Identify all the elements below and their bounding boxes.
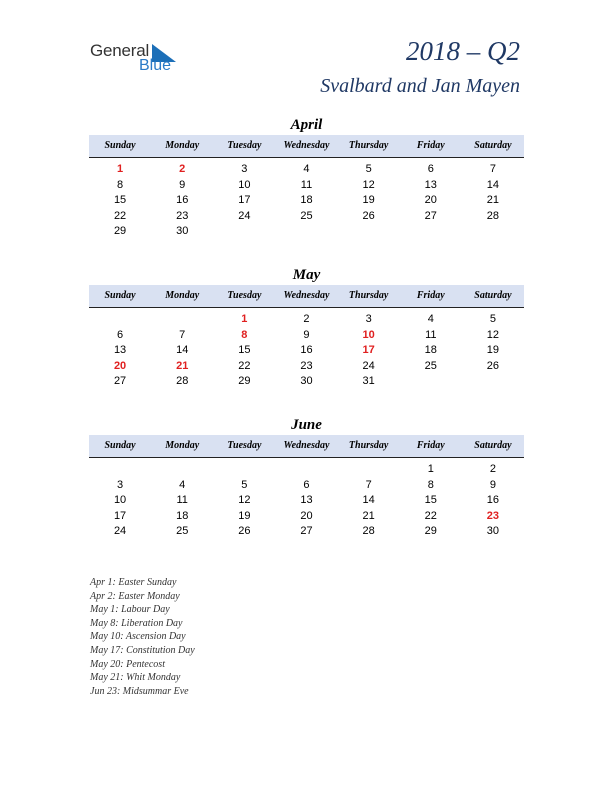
day-cell: 6 (303, 478, 310, 491)
day-cell (462, 224, 524, 240)
weekday-label: Thursday (348, 290, 389, 301)
day-cell: 12 (238, 494, 251, 506)
day-cell: 11 (425, 328, 437, 341)
day-cell: 13 (424, 178, 437, 191)
weekday-label: Thursday (348, 440, 389, 451)
day-cell: 5 (241, 478, 248, 491)
weekday-label: Saturday (474, 290, 512, 301)
weekday-label: Saturday (474, 140, 512, 151)
day-cell (275, 462, 337, 478)
day-cell: 5 (365, 163, 372, 175)
day-cell: 15 (238, 344, 251, 356)
week-row (89, 493, 524, 509)
day-cell: 15 (113, 194, 127, 206)
day-cell: 20 (424, 194, 437, 206)
day-cell: 26 (238, 525, 251, 537)
holiday-note: Apr 2: Easter Monday (90, 590, 180, 602)
month-may (89, 266, 524, 390)
day-cell: 26 (486, 359, 500, 372)
day-cell: 17 (238, 194, 251, 206)
day-cell (400, 374, 462, 390)
day-cell: 14 (486, 178, 500, 191)
day-cell: 18 (176, 509, 189, 522)
day-cell: 22 (424, 509, 437, 522)
page-subtitle: Svalbard and Jan Mayen (320, 75, 520, 97)
holiday-note: May 20: Pentecost (90, 658, 165, 670)
weekday-label: Thursday (348, 140, 389, 151)
day-cell (338, 462, 400, 478)
day-cell: 29 (424, 525, 437, 537)
day-cell: 23 (176, 209, 189, 222)
day-cell: 12 (362, 178, 375, 191)
day-cell: 23 (300, 359, 313, 372)
month-june (89, 416, 524, 540)
holiday-note: May 17: Constitution Day (90, 644, 195, 656)
day-cell (89, 312, 151, 328)
holiday-day-cell: 17 (362, 344, 375, 356)
week-row (89, 359, 524, 375)
day-cell: 9 (179, 178, 186, 191)
logo-text-general: General (90, 41, 150, 60)
day-cell: 26 (362, 209, 375, 222)
day-cell: 3 (117, 478, 124, 491)
month-weeks (89, 308, 524, 390)
day-cell: 16 (176, 194, 189, 206)
day-cell: 21 (486, 194, 500, 206)
day-cell (338, 224, 400, 240)
week-row (89, 374, 524, 390)
day-cell: 27 (300, 525, 313, 537)
week-row (89, 209, 524, 225)
weekday-label: Friday (416, 440, 445, 451)
weekday-label: Monday (165, 290, 200, 301)
day-cell: 21 (362, 509, 375, 522)
weekday-label: Sunday (104, 140, 136, 151)
day-cell: 13 (113, 344, 127, 356)
day-cell: 14 (362, 494, 375, 506)
holiday-day-cell: 20 (113, 359, 127, 372)
day-cell: 17 (113, 509, 127, 522)
holiday-day-cell: 23 (486, 509, 500, 522)
month-april (89, 116, 524, 240)
weekday-label: Sunday (104, 290, 136, 301)
holiday-day-cell: 8 (241, 328, 248, 341)
holiday-note: May 1: Labour Day (90, 604, 170, 616)
day-cell: 1 (427, 463, 434, 475)
day-cell: 24 (113, 525, 127, 537)
day-cell: 12 (486, 328, 500, 341)
day-cell: 16 (300, 344, 313, 356)
weekday-label: Monday (165, 140, 200, 151)
day-cell: 7 (179, 328, 186, 341)
day-cell (462, 374, 524, 390)
day-cell (151, 462, 213, 478)
holiday-list (90, 576, 195, 698)
holiday-note: May 21: Whit Monday (90, 672, 181, 684)
week-row (89, 193, 524, 209)
holiday-day-cell: 1 (241, 313, 248, 325)
month-title: June (291, 417, 322, 433)
day-cell: 19 (362, 194, 375, 206)
day-cell: 3 (241, 163, 248, 175)
day-cell: 18 (300, 194, 313, 206)
day-cell: 19 (238, 509, 251, 522)
week-row (89, 343, 524, 359)
month-weeks (89, 158, 524, 240)
day-cell: 9 (303, 328, 310, 341)
day-cell: 10 (238, 178, 251, 191)
weekday-label: Friday (416, 290, 445, 301)
day-cell: 25 (176, 525, 189, 537)
weekday-label: Wednesday (283, 290, 330, 301)
day-cell: 13 (300, 494, 313, 506)
day-cell (151, 312, 213, 328)
day-cell: 5 (489, 313, 496, 325)
day-cell: 29 (113, 225, 127, 237)
holiday-day-cell: 2 (179, 163, 186, 175)
day-cell: 29 (238, 375, 251, 387)
weekday-label: Friday (416, 140, 445, 151)
weekday-label: Sunday (104, 440, 136, 451)
day-cell: 11 (300, 178, 313, 191)
weekday-header (89, 435, 524, 458)
day-cell: 6 (117, 328, 124, 341)
holiday-note: May 10: Ascension Day (90, 631, 186, 643)
week-row (89, 312, 524, 328)
weekday-label: Saturday (474, 440, 512, 451)
weekday-label: Wednesday (283, 140, 330, 151)
week-row (89, 162, 524, 178)
week-row (89, 178, 524, 194)
week-row (89, 478, 524, 494)
day-cell: 20 (300, 509, 313, 522)
weekday-label: Wednesday (283, 440, 330, 451)
day-cell (213, 462, 275, 478)
day-cell: 24 (362, 359, 375, 372)
day-cell: 25 (424, 359, 437, 372)
day-cell: 15 (424, 494, 437, 506)
day-cell: 28 (486, 209, 500, 222)
month-title: April (290, 117, 323, 133)
week-row (89, 509, 524, 525)
weekday-label: Tuesday (227, 140, 262, 151)
day-cell: 7 (365, 478, 372, 491)
day-cell (275, 224, 337, 240)
day-cell: 22 (238, 359, 251, 372)
holiday-day-cell: 1 (117, 163, 124, 175)
day-cell: 2 (489, 463, 496, 475)
day-cell: 19 (486, 344, 500, 356)
day-cell (89, 462, 151, 478)
weekday-label: Monday (165, 440, 200, 451)
day-cell: 4 (179, 478, 186, 491)
day-cell: 8 (427, 478, 434, 491)
day-cell: 16 (486, 494, 500, 506)
logo-text-blue: Blue (139, 57, 172, 74)
week-row (89, 524, 524, 540)
week-row (89, 328, 524, 344)
day-cell: 4 (303, 163, 310, 175)
month-title: May (292, 267, 321, 283)
week-row (89, 224, 524, 240)
day-cell: 30 (300, 375, 313, 387)
day-cell: 11 (176, 494, 188, 506)
day-cell (400, 224, 462, 240)
day-cell: 7 (489, 163, 496, 175)
day-cell: 14 (176, 344, 189, 356)
day-cell: 28 (176, 375, 189, 387)
weekday-header (89, 285, 524, 308)
holiday-note: Apr 1: Easter Sunday (90, 577, 177, 588)
day-cell: 31 (362, 375, 375, 387)
day-cell: 30 (176, 225, 189, 237)
day-cell: 4 (427, 313, 434, 325)
week-row (89, 462, 524, 478)
day-cell: 3 (365, 313, 372, 325)
day-cell: 10 (113, 494, 127, 506)
day-cell: 9 (489, 478, 496, 491)
day-cell: 27 (424, 209, 437, 222)
holiday-note: Jun 23: Midsummar Eve (90, 685, 189, 697)
day-cell: 22 (113, 209, 127, 222)
day-cell: 28 (362, 525, 375, 537)
day-cell: 2 (303, 313, 310, 325)
logo (90, 40, 190, 76)
weekday-label: Tuesday (227, 290, 262, 301)
month-weeks (89, 458, 524, 540)
day-cell: 24 (238, 209, 251, 222)
weekday-label: Tuesday (227, 440, 262, 451)
weekday-header (89, 135, 524, 158)
day-cell (213, 224, 275, 240)
holiday-note: May 8: Liberation Day (90, 617, 183, 629)
holiday-day-cell: 21 (176, 359, 189, 372)
day-cell: 6 (427, 163, 434, 175)
holiday-day-cell: 10 (362, 328, 375, 341)
page-title: 2018 – Q2 (406, 36, 520, 66)
day-cell: 8 (117, 178, 124, 191)
day-cell: 25 (300, 209, 313, 222)
day-cell: 18 (424, 344, 437, 356)
day-cell: 30 (486, 525, 500, 537)
day-cell: 27 (113, 375, 127, 387)
